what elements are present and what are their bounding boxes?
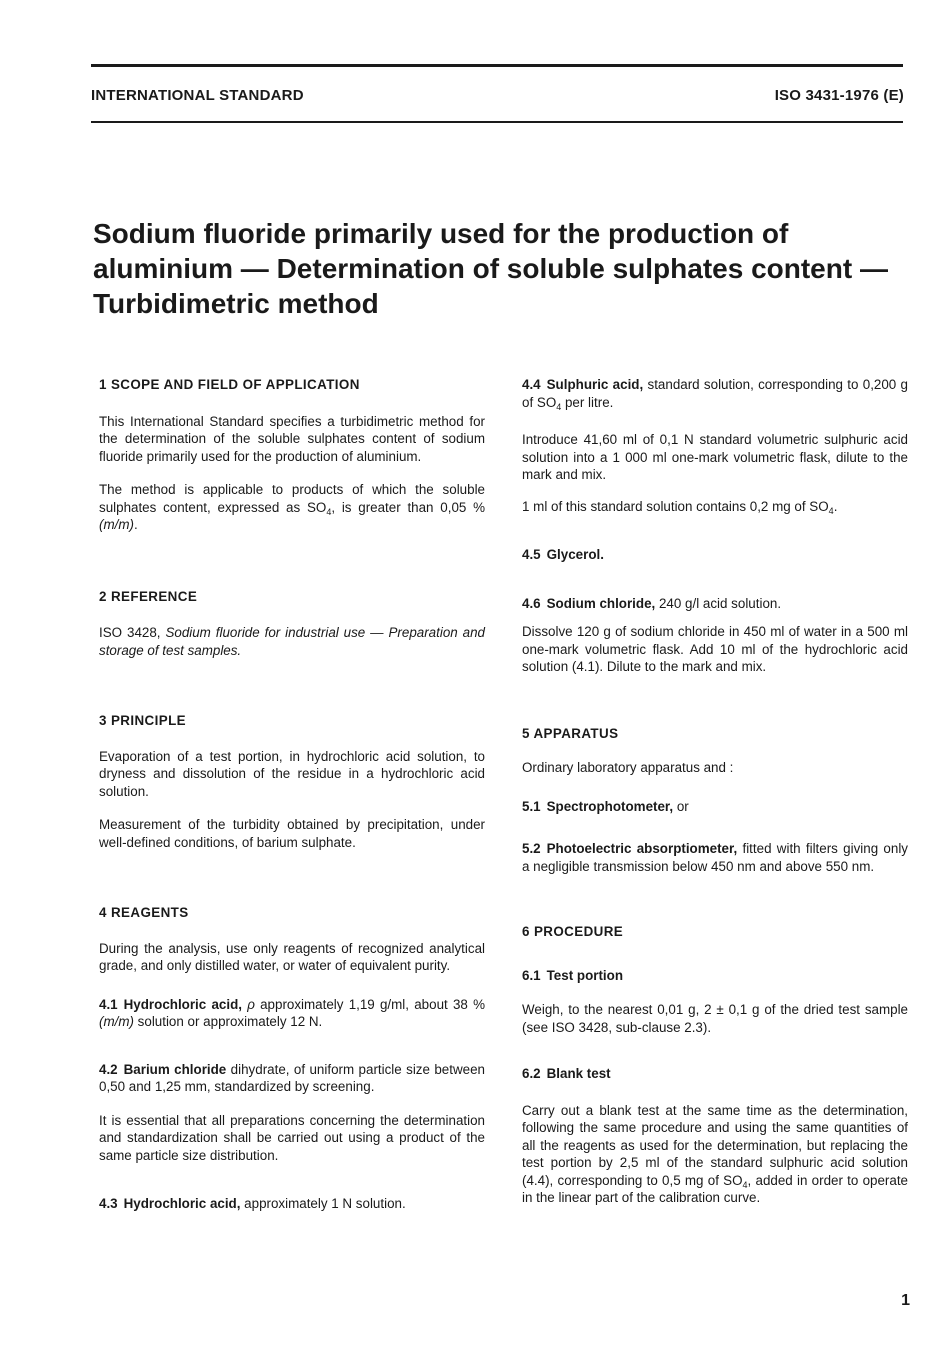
title-line-2: aluminium — Determination of soluble sulphates content — [93,253,888,284]
reagent-4-4-concentration: 1 ml of this standard solution contains 0,2 mg of $SO_4$. [522,498,838,516]
section-1-paragraph-2: The method is applicable to products of which the soluble sulphates content, expressed as $SO_4$, is greater than 0,05 % (m/m). [99,482,486,532]
section-5-paragraph-1: Ordinary laboratory apparatus and : [522,760,734,775]
procedure-6-1-heading: 6.1 Test portion [522,967,623,983]
header-standard-label: INTERNATIONAL STANDARD [91,87,304,104]
section-3-paragraph-2: Measurement of the turbidity obtained by precipitation, under well-defined conditions, of barium sulphate. [99,817,485,850]
section-1-paragraph-1: This International Standard specifies a turbidimetric method for the determination of the soluble sulphates content of sodium fluoride primarily used for the production of aluminium. [99,413,485,464]
header-document-number: ISO 3431-1976 (E) [774,87,904,104]
reagent-4-5: 4.5 Glycerol. [522,547,604,562]
reagent-4-1: 4.1 Hydrochloric acid, ρ approximately 1,19 g/ml, about 38 % (m/m) solution or approximately 12 N. [99,996,486,1029]
section-5-heading: 5 APPARATUS [522,725,619,741]
reagent-4-2-note: It is essential that all preparations concerning the determination and standardization shall be carried out using a product of the same particle size distribution. [99,1112,485,1163]
section-4-paragraph-1: During the analysis, use only reagents of recognized analytical grade, and only distilled water, or water of equivalent purity. [99,940,485,973]
header-top-rule [91,64,903,67]
title-line-1: Sodium fluoride primarily used for the production of [93,218,789,249]
reagent-4-6: 4.6 Sodium chloride, 240 g/l acid solution. [522,595,782,611]
reagent-4-4: 4.4 Sulphuric acid, standard solution, corresponding to 0,200 g of $SO_4$ per litre. [522,377,909,412]
left-column [99,376,485,1213]
right-column [522,376,908,1207]
section-4-heading: 4 REAGENTS [99,905,189,920]
reagent-4-6-preparation: Dissolve 120 g of sodium chloride in 450 ml of water in a 500 ml one-mark volumetric flask. Add 10 ml of the hydrochloric acid solution (4.1). Dilute to the mark and mix. [522,624,908,674]
section-2-reference: ISO 3428, Sodium fluoride for industrial use — Preparation and storage of test samples. [99,625,485,658]
document-title [93,216,913,321]
procedure-6-1-text: Weigh, to the nearest 0,01 g, 2 ± 0,1 g of the dried test sample (see ISO 3428, sub-clause 2.3). [522,1002,908,1035]
section-3-heading: 3 PRINCIPLE [99,713,186,728]
section-6-heading: 6 PROCEDURE [522,924,624,939]
section-2-heading: 2 REFERENCE [99,588,198,604]
reagent-4-4-preparation: Introduce 41,60 ml of 0,1 N standard volumetric sulphuric acid solution into a 1 000 ml one-mark volumetric flask, dilute to the mark and mix. [522,432,908,482]
procedure-6-2-text: Carry out a blank test at the same time as the determination, following the same procedure and using the same quantities of all the reagents as used for the determination, but replacing the test portion by 2,5 ml of the standard sulphuric acid solution (4.4), corresponding to 0,5 mg of $SO_4$, added in order to operate in the linear part of the calibration curve. [522,1102,908,1205]
title-line-3: Turbidimetric method [93,288,379,319]
page-number: 1 [901,1292,910,1309]
apparatus-5-1: 5.1 Spectrophotometer, or [522,798,689,814]
header-bottom-rule [91,121,903,123]
section-3-paragraph-1: Evaporation of a test portion, in hydrochloric acid solution, to dryness and dissolution of the residue in a hydrochloric acid solution. [99,748,485,799]
apparatus-5-2: 5.2 Photoelectric absorptiometer, fitted with filters giving only a negligible transmission below 450 nm and above 550 nm. [522,841,908,874]
reagent-4-2: 4.2 Barium chloride dihydrate, of uniform particle size between 0,50 and 1,25 mm, standardized by screening. [99,1061,485,1094]
section-1-heading: 1 SCOPE AND FIELD OF APPLICATION [99,377,360,392]
procedure-6-2-heading: 6.2 Blank test [522,1066,611,1081]
reagent-4-3: 4.3 Hydrochloric acid, approximately 1 N solution. [99,1196,406,1211]
